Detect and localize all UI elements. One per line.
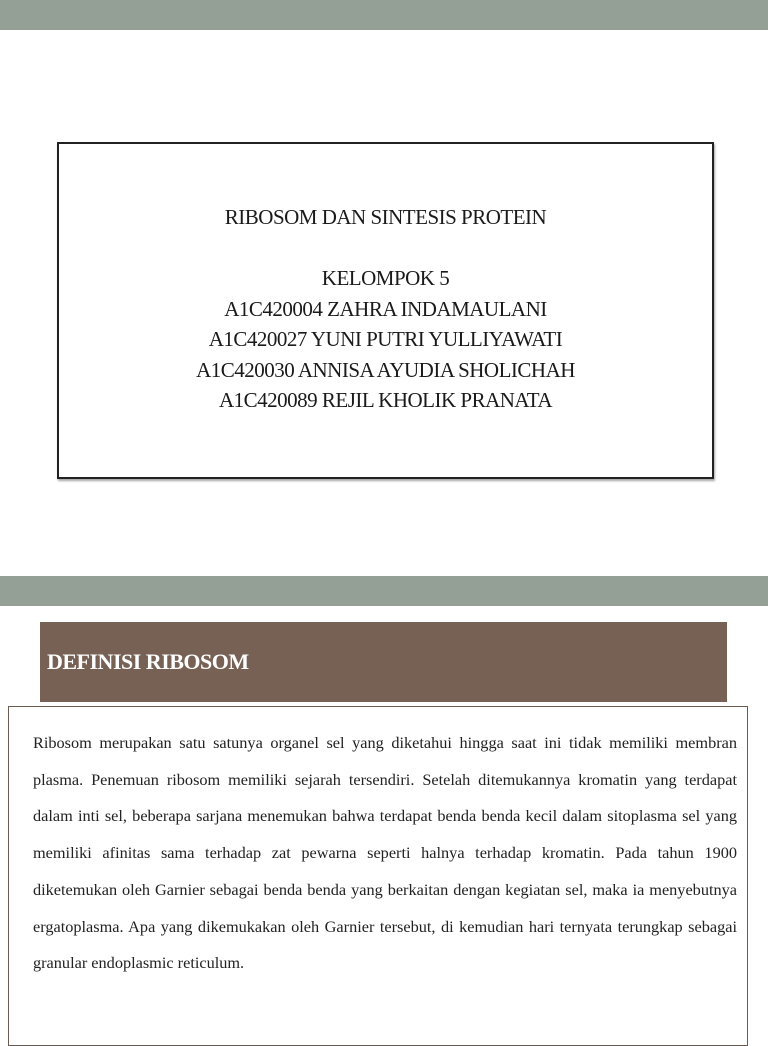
- group-label: KELOMPOK 5: [321, 266, 450, 290]
- presentation-title: RIBOSOM DAN SINTESIS PROTEIN: [224, 205, 547, 229]
- slide-definition: [0, 576, 768, 1024]
- member-3: A1C420030 ANNISA AYUDIA SHOLICHAH: [196, 357, 575, 382]
- title-box: [57, 142, 714, 479]
- spacer: [59, 233, 712, 264]
- slide-top-bar: [0, 576, 768, 606]
- slide-top-bar: [0, 0, 768, 30]
- member-1: A1C420004 ZAHRA INDAMAULANI: [224, 296, 547, 321]
- section-heading: DEFINISI RIBOSOM: [47, 649, 249, 674]
- title-content: [59, 202, 712, 416]
- member-2: A1C420027 YUNI PUTRI YULLIYAWATI: [208, 327, 563, 351]
- definition-paragraph: Ribosom merupakan satu satunya organel sel yang diketahui hingga saat ini tidak memiliki membran plasma. Penemuan ribosom memiliki sejarah tersendiri. Setelah ditemukannya kromatin yang terdapat dalam inti sel, beberapa sarjana menemukan bahwa terdapat benda benda kecil dalam sitoplasma sel yang memiliki afinitas sama terhadap zat pewarna seperti halnya terhadap kromatin. Pada tahun 1900 diketemukan oleh Garnier sebagai benda benda yang berkaitan dengan kegiatan sel, maka ia menyebutnya ergatoplasma. Apa yang dikemukakan oleh Garnier tersebut, di kemudian hari ternyata terungkap sebagai granular endoplasmic reticulum.: [33, 733, 737, 973]
- member-4: A1C420089 REJIL KHOLIK PRANATA: [218, 388, 553, 412]
- heading-bar: [40, 622, 727, 702]
- body-text-box: [8, 706, 748, 1046]
